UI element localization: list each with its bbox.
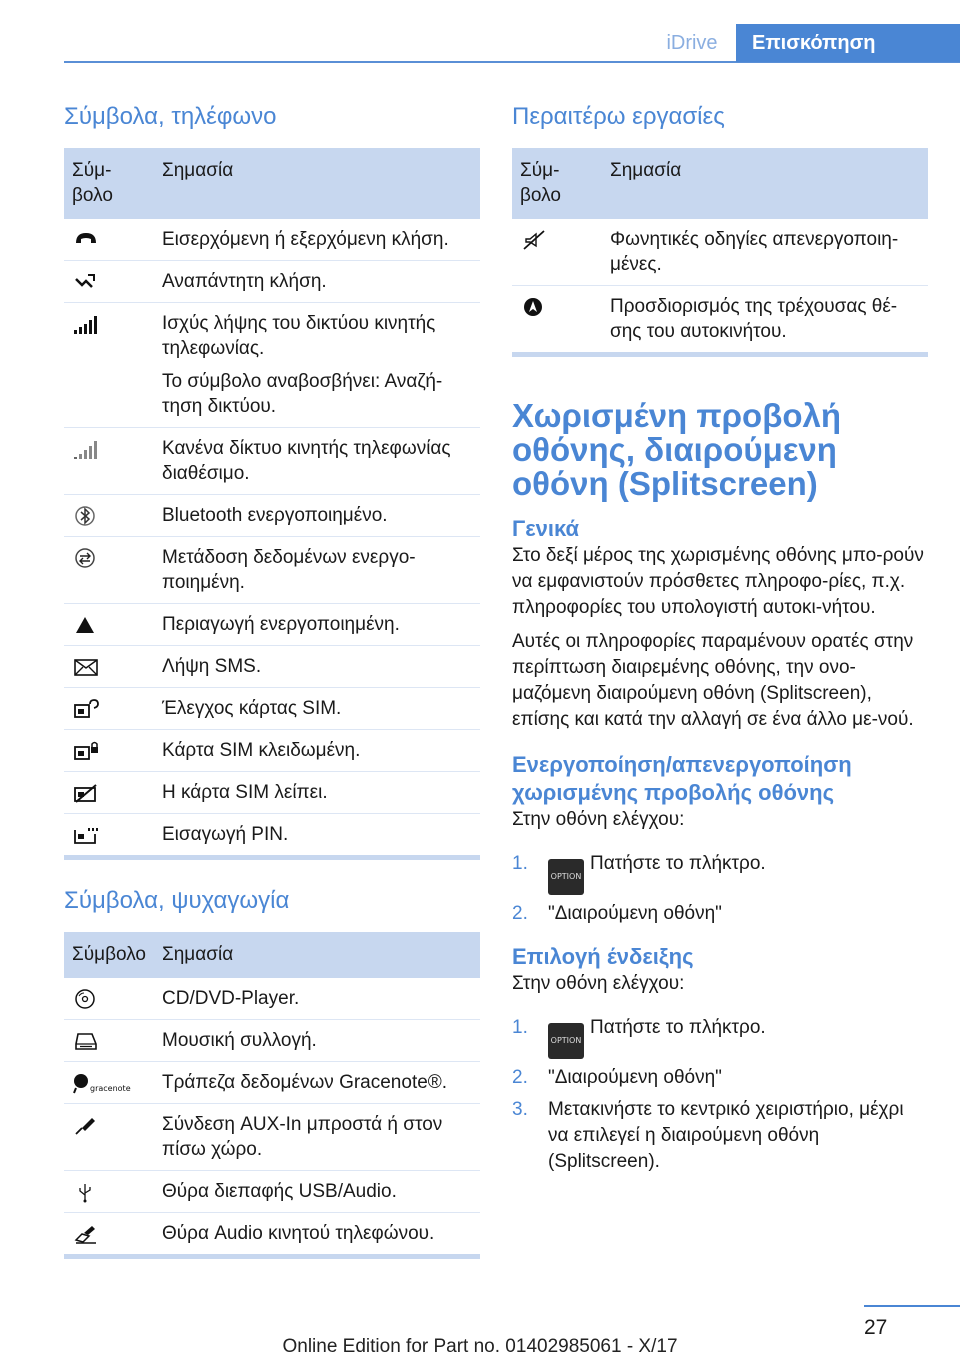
list-item <box>512 1015 928 1059</box>
row-text: Λήψη SMS. <box>154 646 480 688</box>
col-meaning: Σημασία <box>602 148 928 219</box>
no-signal-icon <box>72 438 100 460</box>
data-transfer-icon <box>72 547 100 569</box>
table-end-rule <box>512 352 928 357</box>
table-row <box>64 1104 480 1171</box>
select-heading: Επιλογή ένδειξης <box>512 944 694 969</box>
entertainment-symbols-title: Σύμβολα, ψυχαγωγία <box>64 887 290 914</box>
list-item <box>512 1065 928 1091</box>
table-end-rule <box>64 1254 480 1259</box>
row-text <box>154 303 480 428</box>
row-text: Μουσική συλλογή. <box>154 1020 480 1062</box>
row-text: Θύρα Audio κινητού τηλεφώνου. <box>162 1223 435 1244</box>
row-text: Κανένα δίκτυο κινητής τηλεφωνίας διαθέσιμο. <box>154 428 480 495</box>
row-text: Bluetooth ενεργοποιημένο. <box>154 495 480 537</box>
row-text: Φωνητικές οδηγίες απενεργοποιη-μένες. <box>602 219 928 286</box>
col-symbol: Σύμ-βολο <box>512 148 602 219</box>
row-text: CD/DVD-Player. <box>154 978 480 1020</box>
table-row <box>64 688 480 730</box>
row-text: Εισερχόμενη ή εξερχόμενη κλήση. <box>154 219 480 261</box>
music-collection-icon <box>72 1030 100 1052</box>
step-number: 2. <box>512 1067 528 1088</box>
general-paragraph-2: Αυτές οι πληροφορίες παραμένουν ορατές στην περίπτωση διαιρεμένης οθόνης, την ονο-μαζόμενη διαιρούμενη οθόνη (Splitscreen), επίσης και κατά την αλλαγή σε ένα άλλο με-νού. <box>512 631 914 730</box>
table-row <box>64 1213 480 1255</box>
row-text: Τράπεζα δεδομένων Gracenote®. <box>154 1062 480 1104</box>
phone-symbols-title: Σύμβολα, τηλέφωνο <box>64 103 277 130</box>
row-text: Αναπάντητη κλήση. <box>154 261 480 303</box>
list-item <box>512 901 928 927</box>
missed-call-icon <box>72 271 100 293</box>
step-text: Πατήστε το πλήκτρο. <box>590 1017 766 1038</box>
table-header <box>512 148 928 219</box>
row-text: Έλεγχος κάρτας SIM. <box>154 688 480 730</box>
row-text: Η κάρτα SIM λείπει. <box>154 772 480 814</box>
table-row <box>64 1020 480 1062</box>
row-text-main: Ισχύς λήψης του δικτύου κινητής τηλεφωνίας. <box>162 313 436 359</box>
step-number: 2. <box>512 903 528 924</box>
edition-footer: Online Edition for Part no. 01402985061 - X/17 <box>282 1336 678 1357</box>
sms-icon <box>72 656 100 678</box>
table-header <box>64 932 480 978</box>
general-heading: Γενικά <box>512 516 580 541</box>
bluetooth-icon <box>72 505 100 527</box>
phone-symbols-table <box>64 148 480 855</box>
step-text: Μετακινήστε το κεντρικό χειριστήριο, μέχρι να επιλεγεί η διαιρούμενη οθόνη (Splitscreen). <box>548 1099 904 1172</box>
table-end-rule <box>64 855 480 860</box>
sim-check-icon <box>72 698 100 720</box>
svg-text:gracenote: gracenote <box>90 1084 131 1093</box>
list-item <box>512 851 928 895</box>
table-row <box>64 219 480 261</box>
usb-icon <box>72 1181 100 1203</box>
step-number: 1. <box>512 853 528 874</box>
option-key-icon: OPTION <box>548 1023 584 1059</box>
row-text: Σύνδεση AUX-In μπροστά ή στον πίσω χώρο. <box>154 1104 480 1171</box>
step-number: 3. <box>512 1099 528 1120</box>
pin-entry-icon <box>72 824 100 846</box>
table-row <box>64 604 480 646</box>
table-row <box>64 814 480 856</box>
tab-idrive[interactable]: iDrive <box>666 32 718 54</box>
sim-locked-icon <box>72 740 100 762</box>
gracenote-icon <box>72 1072 134 1094</box>
table-row <box>64 261 480 303</box>
step-number: 1. <box>512 1017 528 1038</box>
position-icon <box>520 296 548 318</box>
table-row <box>64 495 480 537</box>
select-intro: Στην οθόνη ελέγχου: <box>512 973 685 994</box>
entertainment-symbols-table <box>64 932 480 1254</box>
cd-dvd-icon <box>72 988 100 1010</box>
aux-in-icon <box>72 1114 100 1136</box>
row-text: Κάρτα SIM κλειδωμένη. <box>154 730 480 772</box>
table-row <box>64 730 480 772</box>
table-row <box>64 1171 480 1213</box>
sim-missing-icon <box>72 782 100 804</box>
step-text: "Διαιρούμενη οθόνη" <box>548 1067 722 1088</box>
footer-rule <box>864 1305 960 1307</box>
phone-audio-icon <box>72 1223 100 1245</box>
table-row <box>64 772 480 814</box>
right-column <box>512 96 928 1181</box>
step-text: Πατήστε το πλήκτρο. <box>590 853 766 874</box>
tab-overview[interactable]: Επισκόπηση <box>736 24 960 62</box>
signal-strength-icon <box>72 313 100 335</box>
list-item <box>512 1097 928 1175</box>
select-steps <box>512 1015 928 1175</box>
col-meaning: Σημασία <box>154 932 480 978</box>
further-tasks-title: Περαιτέρω εργασίες <box>512 103 725 130</box>
row-text: Προσδιορισμός της τρέχουσας θέ-σης του αυτοκινήτου. <box>610 296 898 342</box>
row-text: Περιαγωγή ενεργοποιημένη. <box>154 604 480 646</box>
row-text: Μετάδοση δεδομένων ενεργο-ποιημένη. <box>154 537 480 604</box>
splitscreen-title: Χωρισμένη προβολή οθόνης, διαιρούμενη οθόνη (Splitscreen) <box>512 397 842 502</box>
phone-call-icon <box>72 229 100 251</box>
roaming-icon <box>72 614 100 636</box>
page-number: 27 <box>864 1316 888 1339</box>
col-symbol: Σύμβολο <box>64 932 154 978</box>
table-row <box>512 286 928 353</box>
further-tasks-table <box>512 148 928 352</box>
activate-heading: Ενεργοποίηση/απενεργοποίηση χωρισμένης προβολής οθόνης <box>512 752 852 805</box>
col-meaning: Σημασία <box>154 148 480 219</box>
row-text: Θύρα διεπαφής USB/Audio. <box>154 1171 480 1213</box>
col-symbol: Σύμ-βολο <box>64 148 154 219</box>
table-row <box>64 646 480 688</box>
table-row <box>64 428 480 495</box>
row-text-note: Το σύμβολο αναβοσβήνει: Αναζή-τηση δικτύου. <box>162 371 443 417</box>
activate-intro: Στην οθόνη ελέγχου: <box>512 809 685 830</box>
table-row <box>512 219 928 286</box>
left-column <box>64 96 480 1259</box>
table-row <box>64 1062 480 1104</box>
table-row <box>64 303 480 428</box>
option-key-icon: OPTION <box>548 859 584 895</box>
voice-off-icon <box>520 229 548 251</box>
activate-steps <box>512 851 928 927</box>
table-header <box>64 148 480 219</box>
table-row <box>64 537 480 604</box>
general-paragraph-1: Στο δεξί μέρος της χωρισμένης οθόνης μπο-ρούν να εμφανιστούν πρόσθετες πληροφο-ρίες, π.χ. πληροφορίες του υπολογιστή αυτοκι-νήτου. <box>512 545 924 618</box>
table-row <box>64 978 480 1020</box>
step-text: "Διαιρούμενη οθόνη" <box>548 903 722 924</box>
row-text: Εισαγωγή PIN. <box>162 824 289 845</box>
